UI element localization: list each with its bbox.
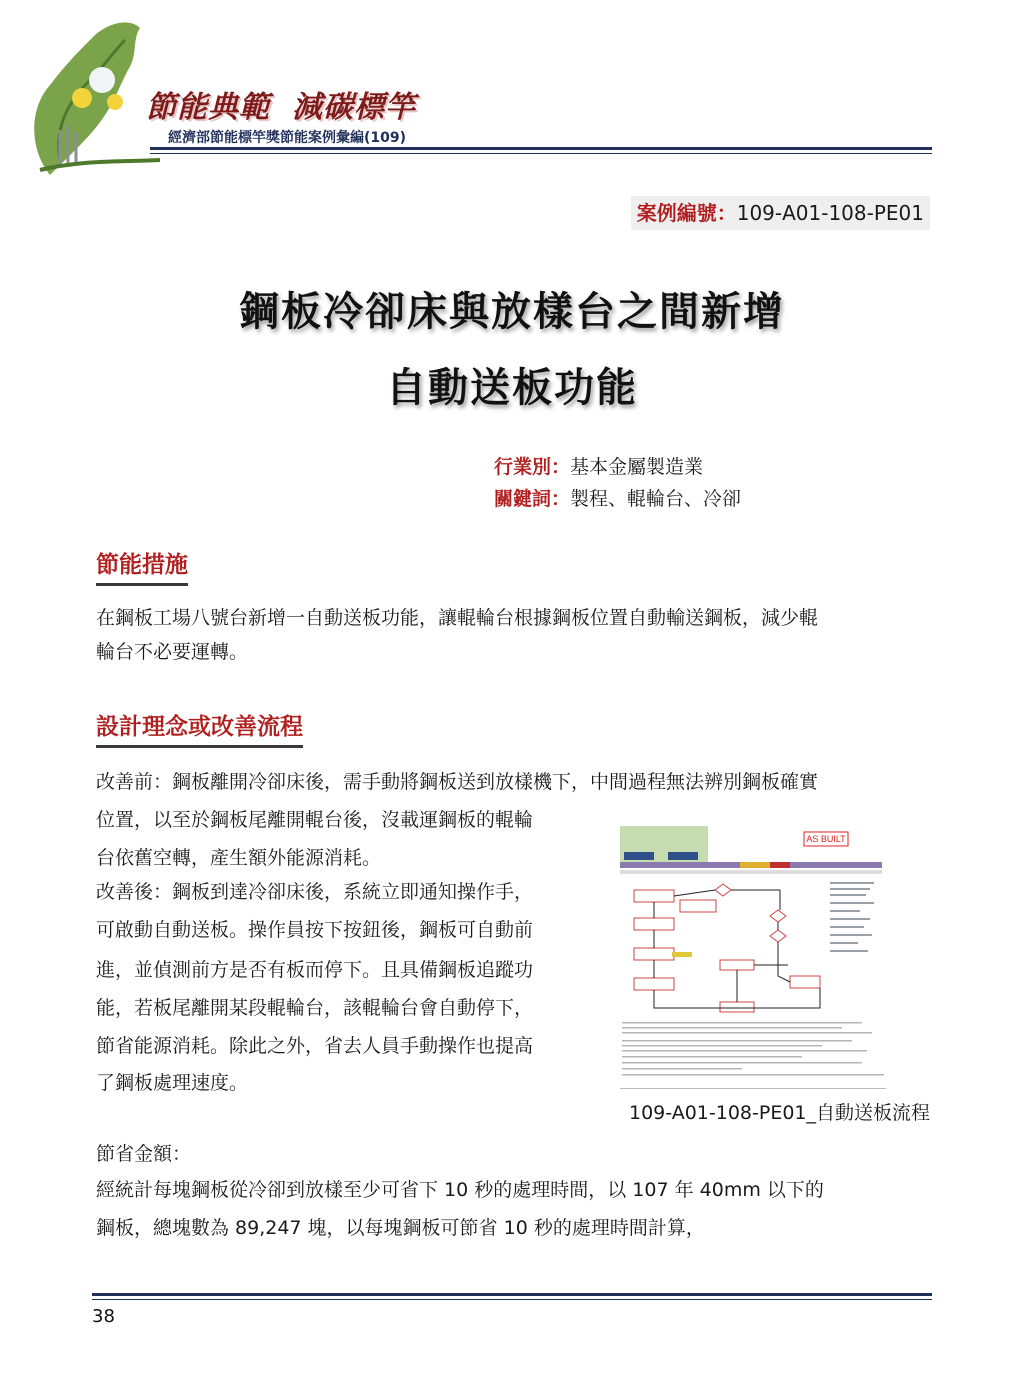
page-title-line1: 鋼板冷卻床與放樣台之間新增 xyxy=(239,289,785,335)
section-heading-design: 設計理念或改善流程 xyxy=(96,708,303,748)
savings-label: 節省金額： xyxy=(96,1143,192,1165)
keywords-value: 製程、輥輪台、冷卻 xyxy=(570,488,742,510)
paragraph-line: 台依舊空轉，產生額外能源消耗。 xyxy=(96,847,382,869)
paragraph-line: 在鋼板工場八號台新增一自動送板功能，讓輥輪台根據鋼板位置自動輸送鋼板，減少輥 xyxy=(96,607,819,629)
footer-divider xyxy=(92,1293,932,1296)
paragraph-line: 能，若板尾離開某段輥輪台，該輥輪台會自動停下， xyxy=(96,997,534,1019)
paragraph-line: 了鋼板處理速度。 xyxy=(96,1072,249,1094)
industry-value: 基本金屬製造業 xyxy=(570,456,704,478)
paragraph-line: 位置，以至於鋼板尾離開輥台後，沒載運鋼板的輥輪 xyxy=(96,809,534,831)
case-number-label: 案例編號： xyxy=(636,201,737,225)
as-built-badge: AS BUILT xyxy=(806,834,846,844)
case-number-box xyxy=(631,196,930,230)
taiwan-leaf-logo xyxy=(20,10,160,180)
paragraph-line: 鋼板，總塊數為 89,247 塊，以每塊鋼板可節省 10 秒的處理時間計算， xyxy=(96,1217,705,1239)
keywords-row xyxy=(494,484,741,511)
flowchart-image xyxy=(620,826,886,1088)
header-divider-thin xyxy=(150,153,932,154)
section-heading-measures: 節能措施 xyxy=(96,546,188,586)
paragraph-line: 可啟動自動送板。操作員按下按鈕後，鋼板可自動前 xyxy=(96,919,534,941)
footer-divider-thin xyxy=(92,1299,932,1300)
figure-caption: 109-A01-108-PE01_自動送板流程 xyxy=(629,1102,930,1124)
paragraph-line: 進，並偵測前方是否有板而停下。且具備鋼板追蹤功 xyxy=(96,959,534,981)
brand-left: 節能典範 xyxy=(146,90,270,125)
paragraph-line: 節省能源消耗。除此之外，省去人員手動操作也提高 xyxy=(96,1035,534,1057)
case-number: 109-A01-108-PE01 xyxy=(736,201,924,225)
keywords-label: 關鍵詞： xyxy=(494,488,571,510)
industry-label: 行業別： xyxy=(494,456,571,478)
paragraph-line: 改善後：鋼板到達冷卻床後，系統立即通知操作手， xyxy=(96,881,534,903)
page-number: 38 xyxy=(92,1306,115,1327)
paragraph-line: 輪台不必要運轉。 xyxy=(96,641,249,663)
header-subtitle: 經濟部節能標竿獎節能案例彙編(109) xyxy=(168,130,407,146)
paragraph-line: 改善前：鋼板離開冷卻床後，需手動將鋼板送到放樣機下，中間過程無法辨別鋼板確實 xyxy=(96,771,819,793)
page-title-line2: 自動送板功能 xyxy=(386,365,638,411)
header-divider xyxy=(150,147,932,150)
brand-right: 減碳標竿 xyxy=(292,90,416,125)
brand-slogan xyxy=(146,82,416,126)
flowchart-figure xyxy=(620,826,886,1089)
industry-row xyxy=(494,452,703,479)
paragraph-line: 經統計每塊鋼板從冷卻到放樣至少可省下 10 秒的處理時間，以 107 年 40mm 以下的 xyxy=(96,1179,824,1201)
